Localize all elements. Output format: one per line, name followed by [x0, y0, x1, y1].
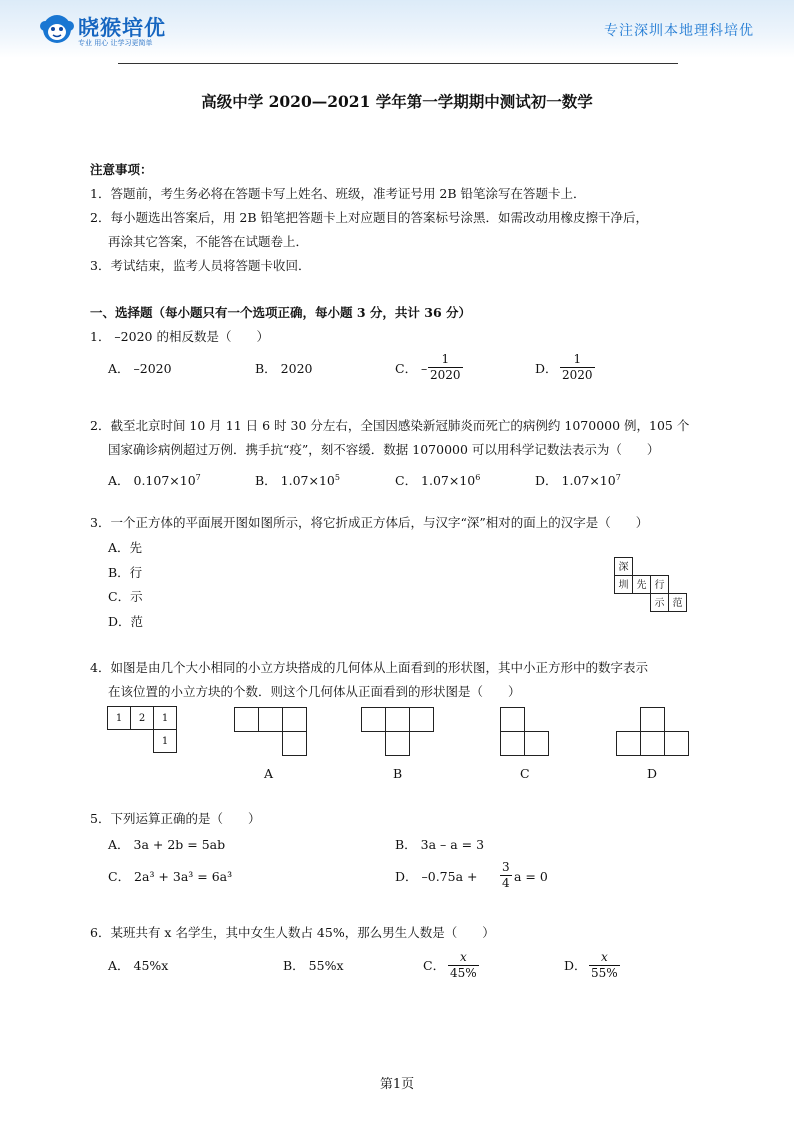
- q4-label-a: A: [264, 766, 274, 781]
- net-blank: [614, 593, 633, 612]
- header-divider: [118, 63, 678, 64]
- net-face: 范: [668, 593, 687, 612]
- figure-square: [385, 707, 410, 732]
- q3-option-d: D．范: [108, 614, 144, 629]
- figure-square: [616, 731, 641, 756]
- q1-option-b: B． 2020: [255, 361, 313, 376]
- top-view-blank: [107, 729, 131, 753]
- figure-blank: [664, 707, 689, 732]
- q6-option-d-fraction: [589, 950, 620, 981]
- net-blank: [650, 557, 669, 576]
- figure-blank: [616, 707, 641, 732]
- fraction-denominator: 2020: [562, 368, 593, 382]
- monkey-logo-icon: [40, 12, 74, 46]
- q1-option-a: A． –2020: [108, 361, 172, 376]
- section-heading: 一、选择题（每小题只有一个选项正确，每小题 3 分，共计 36 分）: [90, 305, 472, 320]
- q4-option-b-figure: [362, 708, 434, 756]
- header-tagline: 专注深圳本地理科培优: [604, 23, 754, 39]
- top-view-cell: 1: [153, 729, 177, 753]
- exponent: 7: [615, 473, 621, 482]
- question-2-line: 2．截至北京时间 10 月 11 日 6 时 30 分左右，全国因感染新冠肺炎而死亡的病例约 1070000 例，105 个: [90, 418, 690, 433]
- option-text: C． 1.07×10: [395, 473, 476, 489]
- fraction-numerator: x: [600, 950, 608, 964]
- option-text: A． 0.107×10: [108, 473, 196, 489]
- q3-option-b: B．行: [108, 565, 143, 580]
- fraction-denominator: 45%: [450, 966, 477, 980]
- net-blank: [668, 557, 687, 576]
- fraction-numerator: 1: [573, 352, 582, 366]
- notice-item: 再涂其它答案，不能答在试题卷上．: [108, 234, 309, 249]
- exponent: 7: [195, 473, 201, 482]
- logo-text: 晓猴培优: [78, 16, 166, 40]
- notice-item: 3．考试结束，监考人员将答题卡收回．: [90, 258, 311, 273]
- figure-square: [234, 707, 259, 732]
- q6-option-d-label: D．: [564, 958, 587, 973]
- net-face: 圳: [614, 575, 633, 594]
- q5-option-d-suffix: a = 0: [514, 869, 548, 884]
- option-text: B． 1.07×10: [255, 473, 335, 489]
- header-band: [0, 0, 794, 58]
- q5-option-d-label: D． –0.75a +: [395, 869, 478, 884]
- q4-label-c: C: [520, 766, 530, 781]
- q3-option-a: A．先: [108, 540, 143, 555]
- question-4-line: 在该位置的小立方块的个数．则这个几何体从正面看到的形状图是（ ）: [108, 684, 521, 699]
- cube-net-diagram: [615, 558, 687, 612]
- figure-square: [640, 731, 665, 756]
- net-face: 先: [632, 575, 651, 594]
- q2-option-a: [108, 470, 201, 489]
- q4-option-a-figure: [235, 708, 307, 756]
- fraction-denominator: 55%: [591, 966, 618, 980]
- net-blank: [668, 575, 687, 594]
- question-3-stem: 3．一个正方体的平面展开图如图所示，将它折成正方体后，与汉字“深”相对的面上的汉字是（ ）: [90, 515, 649, 530]
- fraction-numerator: 1: [441, 352, 450, 366]
- q4-option-c-figure: [501, 708, 549, 756]
- top-view-cell: 1: [107, 706, 131, 730]
- q5-option-c: C． 2a³ + 3a³ = 6a³: [108, 869, 233, 884]
- q5-option-d-fraction: [500, 860, 512, 891]
- figure-square: [361, 707, 386, 732]
- figure-blank: [524, 707, 549, 732]
- notice-item: 2．每小题选出答案后，用 2B 铅笔把答题卡上对应题目的答案标号涂黑．如需改动用橡皮擦干净后，: [90, 210, 649, 225]
- figure-square: [524, 731, 549, 756]
- q1-option-c-label: C． –: [395, 361, 428, 376]
- net-blank: [632, 593, 651, 612]
- page-title: 高级中学 2020—2021 学年第一学期期中测试初一数学: [201, 92, 593, 111]
- figure-blank: [234, 731, 259, 756]
- fraction-numerator: 3: [502, 860, 510, 874]
- q5-option-b: B． 3a – a = 3: [395, 837, 485, 852]
- q1-option-d-label: D．: [535, 361, 558, 376]
- notice-heading: 注意事项：: [90, 162, 153, 177]
- logo-subtext: 专业 用心 让学习更简单: [78, 39, 153, 47]
- q4-label-d: D: [647, 766, 658, 781]
- top-view-diagram: [108, 707, 177, 753]
- net-face: 行: [650, 575, 669, 594]
- q6-option-c-fraction: [448, 950, 479, 981]
- q3-option-c: C．示: [108, 589, 143, 604]
- net-face: 示: [650, 593, 669, 612]
- figure-square: [385, 731, 410, 756]
- q5-option-a: A． 3a + 2b = 5ab: [108, 837, 226, 852]
- figure-square: [640, 707, 665, 732]
- fraction-denominator: 4: [502, 876, 510, 890]
- figure-square: [282, 707, 307, 732]
- q2-option-b: [255, 470, 340, 489]
- q6-option-a: A． 45%x: [108, 958, 169, 973]
- net-blank: [632, 557, 651, 576]
- q6-option-b: B． 55%x: [283, 958, 344, 973]
- question-5-stem: 5．下列运算正确的是（ ）: [90, 811, 261, 826]
- top-view-cell: 1: [153, 706, 177, 730]
- fraction-numerator: x: [459, 950, 467, 964]
- figure-square: [282, 731, 307, 756]
- q1-option-d-fraction: [560, 352, 595, 383]
- option-text: D． 1.07×10: [535, 473, 616, 489]
- figure-blank: [409, 731, 434, 756]
- figure-square: [664, 731, 689, 756]
- q4-label-b: B: [393, 766, 403, 781]
- exponent: 5: [334, 473, 340, 482]
- q2-option-d: [535, 470, 621, 489]
- q1-option-c-fraction: [428, 352, 463, 383]
- question-1-stem: 1． –2020 的相反数是（ ）: [90, 329, 269, 344]
- figure-blank: [258, 731, 283, 756]
- question-4-line: 4．如图是由几个大小相同的小立方块搭成的几何体从上面看到的形状图，其中小正方形中的数字表示: [90, 660, 648, 675]
- q6-option-c-label: C．: [423, 958, 446, 973]
- figure-square: [500, 707, 525, 732]
- net-face: 深: [614, 557, 633, 576]
- page-number: 第1页: [379, 1077, 415, 1092]
- top-view-cell: 2: [130, 706, 154, 730]
- top-view-blank: [130, 729, 154, 753]
- figure-square: [258, 707, 283, 732]
- question-6-stem: 6．某班共有 x 名学生，其中女生人数占 45%，那么男生人数是（ ）: [90, 925, 495, 940]
- notice-item: 1．答题前，考生务必将在答题卡写上姓名、班级，准考证号用 2B 铅笔涂写在答题卡上．: [90, 186, 586, 201]
- q4-option-d-figure: [617, 708, 689, 756]
- figure-blank: [361, 731, 386, 756]
- fraction-denominator: 2020: [430, 368, 461, 382]
- q2-option-c: [395, 470, 480, 489]
- figure-square: [409, 707, 434, 732]
- exponent: 6: [475, 473, 481, 482]
- figure-square: [500, 731, 525, 756]
- question-2-line: 国家确诊病例超过万例．携手抗“疫”，刻不容缓．数据 1070000 可以用科学记数法表示为（ ）: [108, 442, 660, 457]
